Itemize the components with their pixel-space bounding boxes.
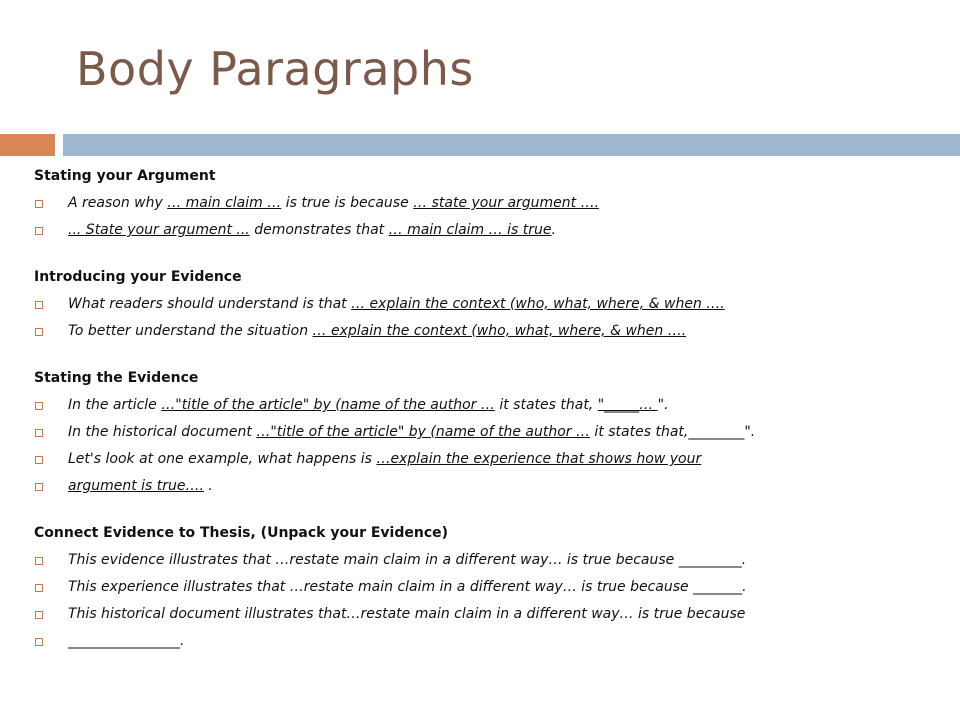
bullet-item [34,318,934,345]
square-bullet-icon [35,301,43,309]
square-bullet-icon [35,227,43,235]
square-bullet-icon [35,638,43,646]
bullet-item [34,574,934,601]
item-text: . [551,222,556,238]
item-text: To better understand the situation [68,323,313,339]
section-gap [34,244,934,264]
bullet-item [34,392,934,419]
underlined-text: … main claim … [167,195,282,211]
item-text: This experience illustrates that …restate main claim in a different way… is true because _______. [68,579,747,595]
bullet-item [34,473,934,500]
bullet-item [34,217,934,244]
square-bullet-icon [35,483,43,491]
bullet-item [34,190,934,217]
item-text: This historical document illustrates that…restate main claim in a different way… is true because [68,606,746,622]
underlined-text: argument is true…. [68,478,204,494]
underlined-text: … state your argument …. [413,195,600,211]
underlined-text: …explain the experience that shows how your [376,451,702,467]
item-text: This evidence illustrates that …restate main claim in a different way… is true because _________. [68,552,747,568]
section-heading: Connect Evidence to Thesis, (Unpack your Evidence) [34,525,449,541]
square-bullet-icon [35,584,43,592]
underlined-text: … main claim … is true [388,222,552,238]
section-heading: Stating your Argument [34,168,216,184]
bullet-item [34,547,934,574]
item-text: demonstrates that [249,222,389,238]
underlined-text: "_____… [597,397,658,413]
underlined-text: …"title of the article" by (name of the author … [256,424,590,440]
bullet-item [34,419,934,446]
square-bullet-icon [35,328,43,336]
item-text: In the historical document [68,424,257,440]
slide-title: Body Paragraphs [76,42,474,96]
square-bullet-icon [35,402,43,410]
square-bullet-icon [35,611,43,619]
section-heading: Stating the Evidence [34,370,199,386]
square-bullet-icon [35,429,43,437]
underlined-text: … explain the context (who, what, where, & when …. [351,296,725,312]
item-text: ". [657,397,669,413]
item-text: it states that, [494,397,598,413]
square-bullet-icon [35,557,43,565]
section-gap [34,345,934,365]
item-text: . [203,478,213,494]
slide-body [34,163,934,655]
item-text: What readers should understand is that [68,296,352,312]
bullet-item [34,446,934,473]
item-text: In the article [68,397,162,413]
accent-bar-blue [63,134,960,156]
bullet-item [34,601,934,628]
square-bullet-icon [35,200,43,208]
bullet-item [34,628,934,655]
underlined-text: ... State your argument ... [68,222,250,238]
section-heading: Introducing your Evidence [34,269,242,285]
bullet-item [34,291,934,318]
item-text: Let's look at one example, what happens is [68,451,377,467]
underlined-text: …"title of the article" by (name of the author … [161,397,495,413]
item-text: it states that,________". [589,424,756,440]
item-text: A reason why [68,195,168,211]
item-text: is true is because [281,195,414,211]
item-text: ________________. [68,633,185,649]
underlined-text: … explain the context (who, what, where, & when …. [312,323,687,339]
accent-bar-orange [0,134,55,156]
square-bullet-icon [35,456,43,464]
section-gap [34,500,934,520]
